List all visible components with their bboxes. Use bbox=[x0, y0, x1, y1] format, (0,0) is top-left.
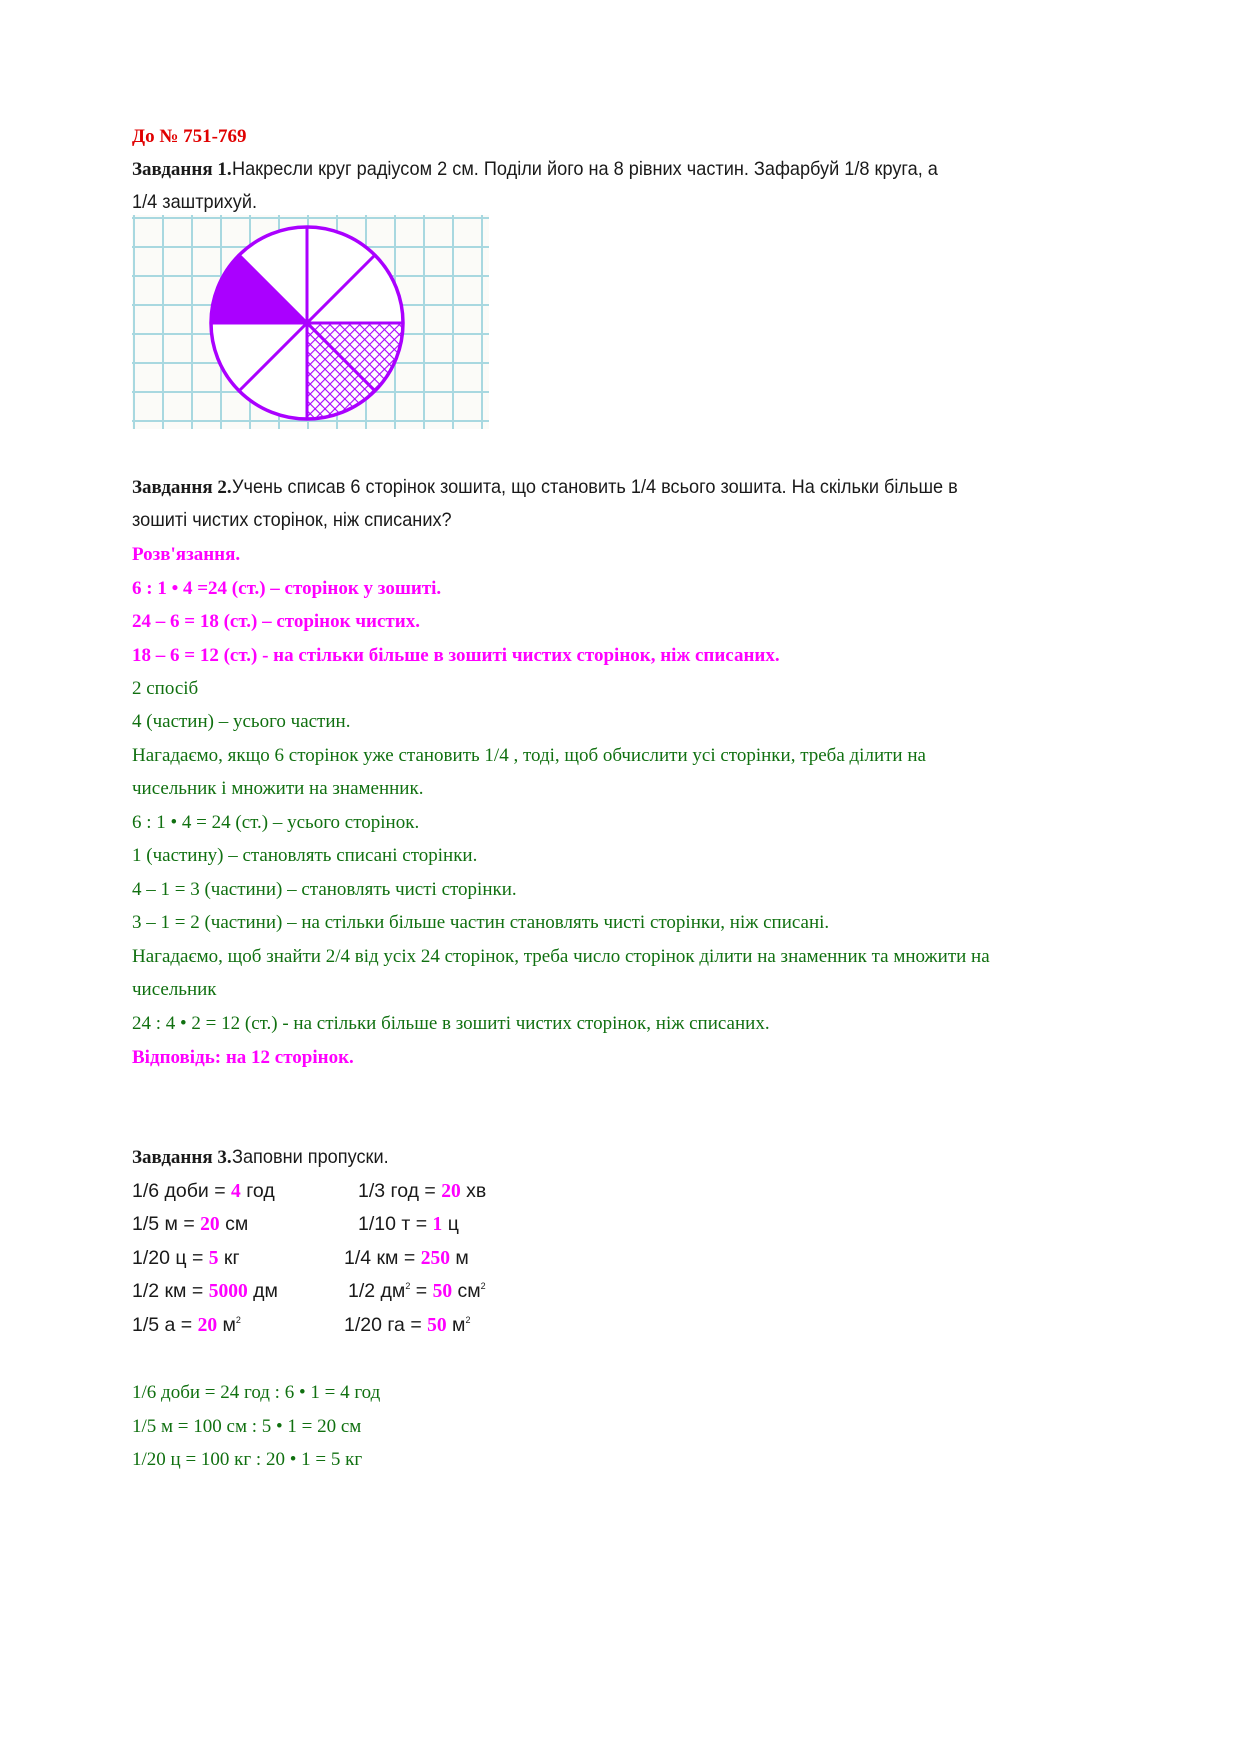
unit: м bbox=[446, 1314, 466, 1336]
circle-fractions-figure bbox=[132, 215, 489, 429]
expr: 1/4 км = bbox=[344, 1247, 421, 1269]
superscript: 2 bbox=[235, 1315, 241, 1325]
task2-statement-line2: зошиті чистих сторінок, ніж списаних? bbox=[132, 509, 452, 531]
expr: 1/20 ц = bbox=[132, 1247, 209, 1269]
fill-blank-right-3 bbox=[344, 1249, 469, 1269]
unit: ц bbox=[442, 1213, 459, 1235]
fill-blank-left-4 bbox=[132, 1282, 278, 1302]
solution-step-3: 18 – 6 = 12 (ст.) - на стільки більше в зошиті чистих сторінок, ніж списаних. bbox=[132, 645, 780, 666]
task2-text: Учень списав 6 сторінок зошита, що становить 1/4 всього зошита. На скільки більше в bbox=[231, 476, 958, 498]
answer-value: 50 bbox=[432, 1281, 453, 1302]
method2-line: Нагадаємо, якщо 6 сторінок уже становить 1/4 , тоді, щоб обчислити усі сторінки, треба ділити на bbox=[132, 745, 926, 766]
unit: см bbox=[219, 1213, 249, 1235]
task3-statement bbox=[132, 1148, 400, 1168]
expr: 1/2 дм bbox=[348, 1280, 406, 1302]
fill-blank-right-5 bbox=[344, 1316, 470, 1336]
task1-statement-line1 bbox=[132, 160, 991, 180]
fill-blank-left-2 bbox=[132, 1215, 248, 1235]
answer-value: 4 bbox=[231, 1181, 241, 1202]
solution-step-2: 24 – 6 = 18 (ст.) – сторінок чистих. bbox=[132, 611, 420, 632]
method2-line: 3 – 1 = 2 (частини) – на стільки більше частин становлять чисті сторінки, ніж списані. bbox=[132, 912, 830, 933]
task1-label: Завдання 1. bbox=[132, 159, 232, 180]
task1-text: Накресли круг радіусом 2 см. Поділи його на 8 рівних частин. Зафарбуй 1/8 круга, а bbox=[231, 158, 938, 180]
fill-blank-left-5 bbox=[132, 1316, 241, 1336]
unit: год bbox=[240, 1180, 275, 1202]
fill-blank-right-4 bbox=[348, 1282, 486, 1302]
expr: 1/10 т = bbox=[358, 1213, 433, 1235]
answer-value: 20 bbox=[441, 1181, 461, 1202]
answer-value: 20 bbox=[200, 1214, 220, 1235]
unit: хв bbox=[460, 1180, 487, 1202]
answer-value: 5000 bbox=[208, 1281, 248, 1302]
unit: см bbox=[452, 1280, 481, 1302]
unit: кг bbox=[218, 1247, 240, 1269]
answer-value: 1 bbox=[432, 1214, 443, 1235]
unit: м bbox=[217, 1314, 236, 1336]
task1-statement-line2: 1/4 заштрихуй. bbox=[132, 191, 258, 213]
circle-diagram-icon bbox=[132, 215, 489, 429]
expr: = bbox=[410, 1280, 433, 1302]
fill-blank-left-1 bbox=[132, 1182, 275, 1202]
expr: 1/5 а = bbox=[132, 1314, 198, 1336]
expr: 1/2 км = bbox=[132, 1280, 209, 1302]
method2-heading: 2 спосіб bbox=[132, 678, 199, 699]
unit: м bbox=[449, 1247, 469, 1269]
fill-blank-right-2 bbox=[358, 1215, 459, 1235]
method2-line: 1 (частину) – становлять списані сторінки. bbox=[132, 845, 478, 866]
fill-blank-right-1 bbox=[358, 1182, 486, 1202]
expr: 1/3 год = bbox=[358, 1180, 442, 1202]
method2-line: Нагадаємо, щоб знайти 2/4 від усіх 24 сторінок, треба число сторінок ділити на знаменник та множити на bbox=[132, 946, 990, 967]
superscript: 2 bbox=[465, 1315, 471, 1325]
task2-answer: Відповідь: на 12 сторінок. bbox=[132, 1047, 354, 1068]
answer-value: 20 bbox=[197, 1315, 218, 1336]
expr: 1/5 м = bbox=[132, 1213, 201, 1235]
fill-blank-left-3 bbox=[132, 1249, 240, 1269]
method2-line: 4 – 1 = 3 (частини) – становлять чисті сторінки. bbox=[132, 879, 517, 900]
method2-line: 6 : 1 • 4 = 24 (ст.) – усього сторінок. bbox=[132, 812, 420, 833]
task2-label: Завдання 2. bbox=[132, 477, 232, 498]
document-title: До № 751-769 bbox=[132, 126, 247, 147]
solution-step-1: 6 : 1 • 4 =24 (ст.) – сторінок у зошиті. bbox=[132, 578, 442, 599]
task3-explanation: 1/5 м = 100 см : 5 • 1 = 20 см bbox=[132, 1416, 362, 1437]
task3-text: Заповни пропуски. bbox=[231, 1146, 389, 1168]
solution-heading: Розв'язання. bbox=[132, 544, 241, 565]
task3-label: Завдання 3. bbox=[132, 1147, 232, 1168]
answer-value: 250 bbox=[420, 1248, 450, 1269]
expr: 1/6 доби = bbox=[132, 1180, 232, 1202]
superscript: 2 bbox=[480, 1281, 486, 1291]
answer-value: 5 bbox=[208, 1248, 219, 1269]
superscript: 2 bbox=[405, 1281, 411, 1291]
expr: 1/20 га = bbox=[344, 1314, 428, 1336]
method2-line: чисельник і множити на знаменник. bbox=[132, 778, 424, 799]
method2-line: 4 (частин) – усього частин. bbox=[132, 711, 351, 732]
task2-statement-line1 bbox=[132, 478, 1012, 498]
answer-value: 50 bbox=[427, 1315, 447, 1336]
method2-line: 24 : 4 • 2 = 12 (ст.) - на стільки більше в зошиті чистих сторінок, ніж списаних. bbox=[132, 1013, 770, 1034]
method2-line: чисельник bbox=[132, 979, 217, 1000]
unit: дм bbox=[247, 1280, 278, 1302]
task3-explanation: 1/20 ц = 100 кг : 20 • 1 = 5 кг bbox=[132, 1449, 363, 1470]
task3-explanation: 1/6 доби = 24 год : 6 • 1 = 4 год bbox=[132, 1382, 381, 1403]
